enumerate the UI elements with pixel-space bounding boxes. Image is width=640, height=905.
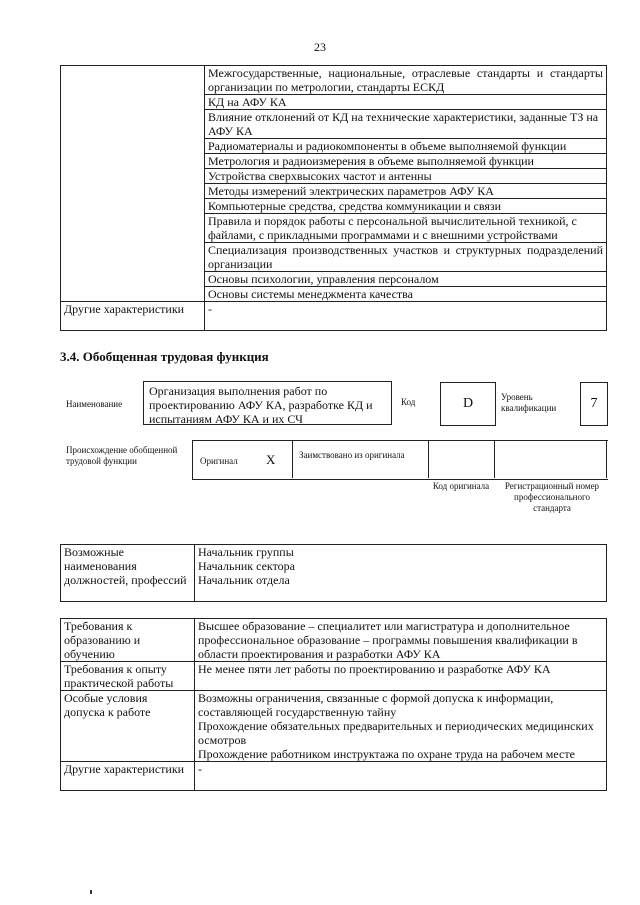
code-original-label: Код оригинала <box>432 481 490 491</box>
condition-item: Прохождение работником инструктажа по охране труда на рабочем месте <box>198 747 575 761</box>
condition-item: Прохождение обязательных предварительных и периодических медицинских осмотров <box>198 719 594 747</box>
position-item: Начальник группы <box>198 545 294 559</box>
knowledge-item: Компьютерные средства, средства коммуникации и связи <box>205 199 607 214</box>
experience-label: Требования к опыту практической работы <box>61 662 195 691</box>
positions-table <box>60 544 607 602</box>
knowledge-item: Метрология и радиоизмерения в объеме выполняемой функции <box>205 154 607 169</box>
level-value-box: 7 <box>580 382 608 426</box>
education-label: Требования к образованию и обучению <box>61 619 195 662</box>
page-number: 23 <box>314 40 326 54</box>
knowledge-label-cell <box>61 66 205 302</box>
positions-label: Возможные наименования должностей, профессий <box>61 545 195 602</box>
origin-divider <box>494 440 495 478</box>
origin-label: Происхождение обобщенной трудовой функции <box>66 445 178 466</box>
origin-divider <box>428 440 429 478</box>
other-characteristics-value: - <box>205 302 607 331</box>
condition-item: Возможны ограничения, связанные с формой допуска к информации, составляющей государственную тайну <box>198 691 554 719</box>
origin-divider <box>292 440 293 478</box>
knowledge-item: Влияние отклонений от КД на технические характеристики, заданные ТЗ на АФУ КА <box>205 110 607 139</box>
conditions-label: Особые условия допуска к работе <box>61 691 195 762</box>
knowledge-item: Устройства сверхвысоких частот и антенны <box>205 169 607 184</box>
function-name-box: Организация выполнения работ по проектированию АФУ КА, разработке КД и испытаниям АФУ КА и их СЧ <box>143 381 392 425</box>
knowledge-item: Методы измерений электрических параметров АФУ КА <box>205 184 607 199</box>
other-characteristics-label: Другие характеристики <box>61 302 205 331</box>
experience-value: Не менее пяти лет работы по проектированию и разработке АФУ КА <box>195 662 607 691</box>
section-title: 3.4. Обобщенная трудовая функция <box>60 349 269 364</box>
knowledge-item: Межгосударственные, национальные, отраслевые стандарты и стандарты организации по метрологии, стандарты ЕСКД <box>205 66 607 95</box>
knowledge-item: Основы системы менеджмента качества <box>205 287 607 302</box>
position-item: Начальник отдела <box>198 573 290 587</box>
requirements-table <box>60 618 607 791</box>
knowledge-table <box>60 65 607 331</box>
original-label: Оригинал <box>200 456 238 466</box>
code-label: Код <box>401 397 416 407</box>
position-item: Начальник сектора <box>198 559 295 573</box>
original-mark: X <box>266 452 276 467</box>
name-label: Наименование <box>66 399 123 409</box>
level-label: Уровень квалификации <box>501 392 557 413</box>
other-characteristics-label: Другие характеристики <box>61 762 195 791</box>
scan-mark <box>90 890 92 894</box>
other-characteristics-value: - <box>195 762 607 791</box>
knowledge-item: Радиоматериалы и радиокомпоненты в объеме выполняемой функции <box>205 139 607 154</box>
borrowed-label: Заимствовано из оригинала <box>299 450 405 460</box>
knowledge-item: КД на АФУ КА <box>205 95 607 110</box>
knowledge-item: Специализация производственных участков и структурных подразделений организации <box>205 243 607 272</box>
positions-values <box>195 545 607 602</box>
knowledge-item: Основы психологии, управления персоналом <box>205 272 607 287</box>
education-value: Высшее образование – специалитет или магистратура и дополнительное профессиональное образование – программы повышения квалификации в области проектирования и разработки АФУ КА <box>195 619 607 662</box>
code-value-box: D <box>440 382 496 426</box>
reg-number-label: Регистрационный номер профессионального стандарта <box>504 481 600 513</box>
origin-divider <box>606 440 607 478</box>
conditions-values <box>195 691 607 762</box>
knowledge-item: Правила и порядок работы с персональной вычислительной техникой, с файлами, с прикладными программами и с внешними устройствами <box>205 214 607 243</box>
